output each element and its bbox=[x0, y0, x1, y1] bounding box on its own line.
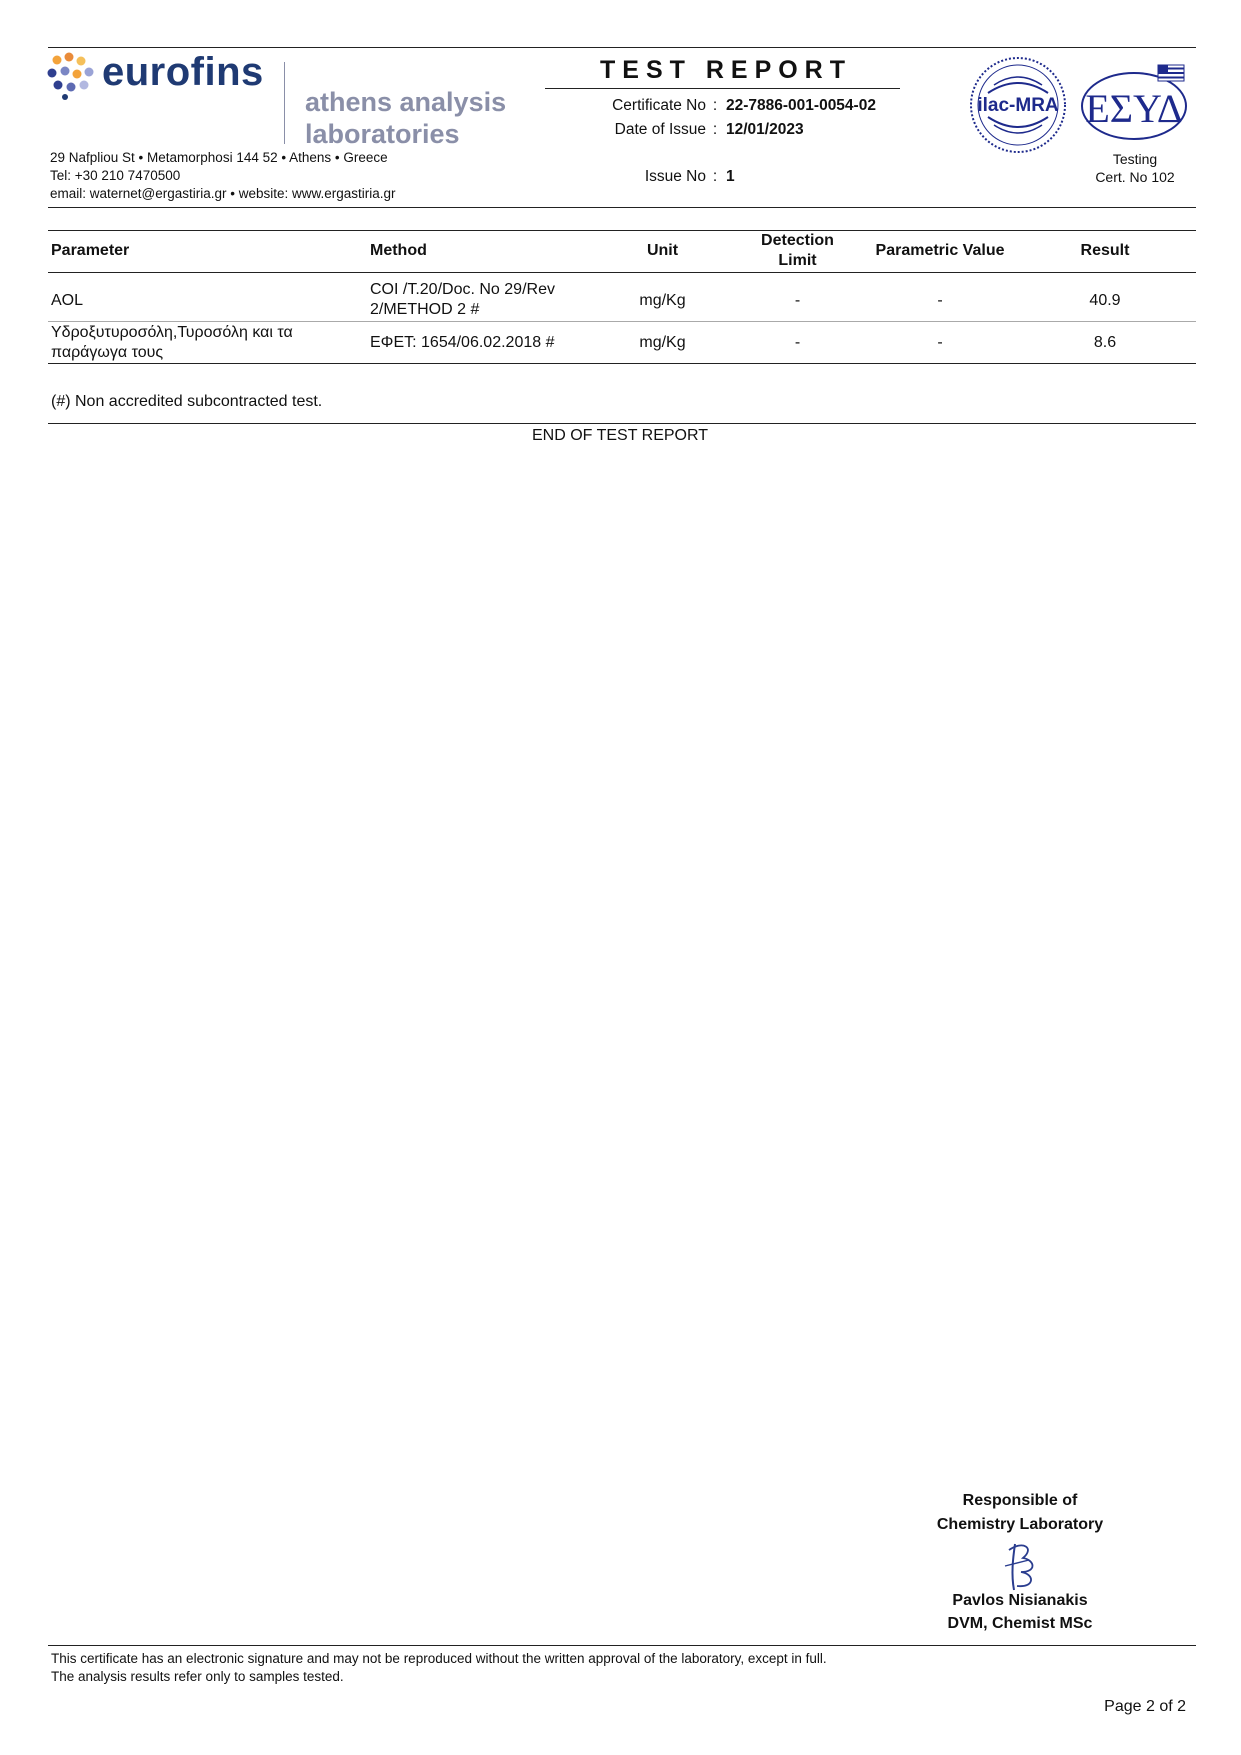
certificate-label: Certificate No bbox=[612, 97, 706, 114]
brand-logo-text: eurofins bbox=[102, 50, 264, 94]
issue-label: Issue No bbox=[644, 168, 706, 185]
end-of-report: END OF TEST REPORT bbox=[531, 427, 709, 444]
email-website: email: waternet@ergastiria.gr • website: www.ergastiria.gr bbox=[50, 186, 396, 201]
row1-unit: mg/Kg bbox=[639, 292, 686, 309]
date-of-issue: 12/01/2023 bbox=[726, 121, 804, 138]
page-number: Page 2 of 2 bbox=[1104, 1698, 1186, 1715]
row2-result: 8.6 bbox=[1093, 334, 1117, 351]
address: 29 Nafpliou St • Metamorphosi 144 52 • Athens • Greece bbox=[50, 150, 388, 165]
telephone: Tel: +30 210 7470500 bbox=[50, 168, 181, 183]
footer-rule bbox=[48, 1645, 1196, 1646]
row1-parametric-value: - bbox=[937, 292, 943, 309]
certificate-colon: : bbox=[712, 97, 718, 114]
lab-name-line1: athens analysis bbox=[305, 87, 507, 117]
row2-method: ΕΦΕΤ: 1654/06.02.2018 # bbox=[370, 334, 555, 351]
col-header-result: Result bbox=[1080, 242, 1130, 259]
logo-divider bbox=[284, 62, 285, 144]
row1-parameter: AOL bbox=[51, 292, 84, 309]
table-bottom-rule bbox=[48, 363, 1196, 364]
disclaimer-line2: The analysis results refer only to samples tested. bbox=[51, 1669, 344, 1684]
col-header-unit: Unit bbox=[646, 242, 679, 259]
col-header-detection-limit-line2: Limit bbox=[778, 252, 817, 269]
accreditation-line1: Testing bbox=[1112, 151, 1158, 167]
eurofins-logo-icon bbox=[47, 52, 95, 100]
esyd-label: ΕΣΥΔ bbox=[1085, 86, 1183, 131]
signatory-name: Pavlos Nisianakis bbox=[952, 1592, 1088, 1609]
row1-result: 40.9 bbox=[1089, 292, 1121, 309]
end-rule bbox=[48, 423, 1196, 424]
table-row-rule bbox=[48, 321, 1196, 322]
table-header-rule bbox=[48, 272, 1196, 273]
col-header-parameter: Parameter bbox=[51, 242, 130, 259]
footnote: (#) Non accredited subcontracted test. bbox=[51, 393, 323, 410]
date-colon: : bbox=[712, 121, 718, 138]
row1-method-line1: COI /T.20/Doc. No 29/Rev bbox=[370, 281, 555, 298]
header-top-rule bbox=[48, 47, 1196, 48]
row2-parameter-line1: Υδροξυτυροσόλη,Τυροσόλη και τα bbox=[51, 324, 293, 341]
row1-method-line2: 2/METHOD 2 # bbox=[370, 301, 480, 318]
certificate-number: 22-7886-001-0054-02 bbox=[726, 97, 876, 114]
col-header-detection-limit-line1: Detection bbox=[761, 232, 834, 249]
col-header-parametric-value: Parametric Value bbox=[875, 242, 1005, 259]
issue-colon: : bbox=[712, 168, 718, 185]
issue-number: 1 bbox=[726, 168, 735, 185]
table-top-rule bbox=[48, 230, 1196, 231]
row1-detection-limit: - bbox=[794, 292, 801, 309]
title-underline bbox=[545, 88, 900, 89]
row2-parameter-line2: παράγωγα τους bbox=[51, 344, 164, 361]
ilac-mra-label: ilac-MRA bbox=[977, 95, 1059, 116]
row2-parametric-value: - bbox=[937, 334, 943, 351]
accreditation-line2: Cert. No 102 bbox=[1095, 169, 1175, 185]
signatory-role-line1: Responsible of bbox=[962, 1492, 1078, 1509]
date-of-issue-label: Date of Issue bbox=[614, 121, 706, 138]
lab-name-line2: laboratories bbox=[305, 119, 460, 149]
header-bottom-rule bbox=[48, 207, 1196, 208]
row2-unit: mg/Kg bbox=[639, 334, 686, 351]
report-title: TEST REPORT bbox=[600, 56, 853, 84]
row2-detection-limit: - bbox=[794, 334, 801, 351]
signatory-role-line2: Chemistry Laboratory bbox=[936, 1516, 1104, 1533]
signatory-title: DVM, Chemist MSc bbox=[947, 1615, 1093, 1632]
ilac-mra-seal-icon bbox=[968, 55, 1068, 155]
col-header-method: Method bbox=[370, 242, 427, 259]
esyd-seal-icon bbox=[1080, 62, 1192, 144]
handwritten-signature-icon bbox=[995, 1538, 1045, 1594]
disclaimer-line1: This certificate has an electronic signature and may not be reproduced without the written approval of the laboratory, except in full. bbox=[51, 1651, 827, 1666]
